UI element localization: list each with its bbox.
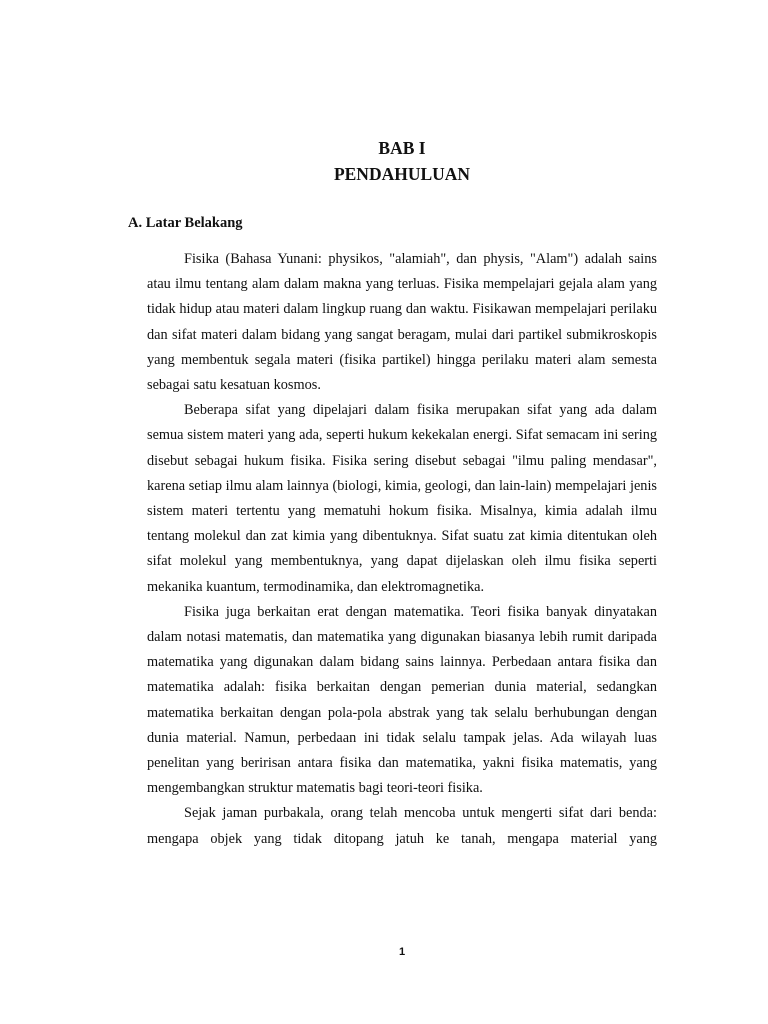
paragraph: Beberapa sifat yang dipelajari dalam fisika merupakan sifat yang ada dalam semua sistem materi yang ada, seperti hukum kekekalan energi. Sifat semacam ini sering disebut sebagai hukum fisika. Fisika sering disebut sebagai "ilmu paling mendasar", karena setiap ilmu alam lainnya (biologi, kimia, geologi, dan lain-lain) mempelajari jenis sistem materi tertentu yang mematuhi hokum fisika. Misalnya, kimia adalah ilmu tentang molekul dan zat kimia yang dibentuknya. Sifat suatu zat kimia ditentukan oleh sifat molekul yang membentuknya, yang dapat dijelaskan oleh ilmu fisika seperti mekanika kuantum, termodinamika, dan elektromagnetika.: [147, 402, 657, 595]
paragraph: Fisika (Bahasa Yunani: physikos, "alamiah", dan physis, "Alam") adalah sains atau ilmu tentang alam dalam makna yang terluas. Fisika mempelajari gejala alam yang tidak hidup atau materi dalam lingkup ruang dan waktu. Fisikawan mempelajari perilaku dan sifat materi dalam bidang yang sangat beragam, mulai dari partikel submikroskopis yang membentuk segala materi (fisika partikel) hingga perilaku materi alam semesta sebagai satu kesatuan kosmos.: [147, 251, 657, 394]
chapter-number: BAB I: [378, 138, 426, 158]
chapter-title: [0, 135, 768, 187]
chapter-name: PENDAHULUAN: [333, 164, 471, 184]
paragraph: Sejak jaman purbakala, orang telah mencoba untuk mengerti sifat dari benda: mengapa objek yang tidak ditopang jatuh ke tanah, mengapa material yang: [147, 805, 657, 847]
section-heading: A. Latar Belakang: [128, 215, 243, 231]
body-text: [147, 247, 657, 852]
page-number: 1: [398, 946, 406, 958]
paragraph: Fisika juga berkaitan erat dengan matematika. Teori fisika banyak dinyatakan dalam notasi matematis, dan matematika yang digunakan biasanya lebih rumit daripada matematika yang digunakan dalam bidang sains lainnya. Perbedaan antara fisika dan matematika adalah: fisika berkaitan dengan pemerian dunia material, sedangkan matematika berkaitan dengan pola-pola abstrak yang tak selalu berhubungan dengan dunia material. Namun, perbedaan ini tidak selalu tampak jelas. Ada wilayah luas penelitan yang beririsan antara fisika dan matematika, yakni fisika matematis, yang mengembangkan struktur matematis bagi teori-teori fisika.: [147, 603, 657, 797]
